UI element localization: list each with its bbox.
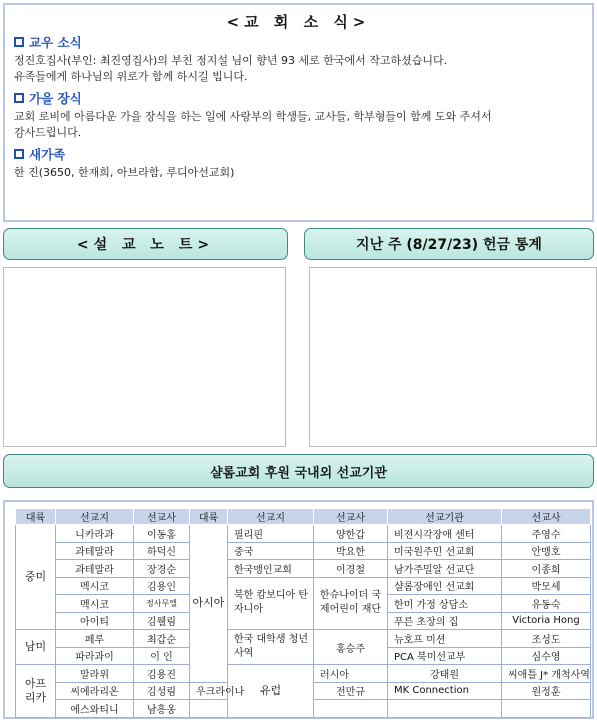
missionary-cell: 박모세 (502, 577, 591, 595)
section-heading: 교우 소식 (29, 35, 82, 50)
column-header: 선교지 (56, 509, 134, 525)
section-line: 감사드립니다. (14, 126, 82, 139)
field-cell: 에스와티니 (56, 700, 134, 718)
agency-cell: 한미 가정 상담소 (388, 595, 502, 613)
missionary-cell: 원정훈 (502, 682, 591, 700)
agency-cell: 샬롬장애인 선교회 (388, 577, 502, 595)
column-header: 선교지 (228, 509, 314, 525)
section-heading: 새가족 (29, 147, 66, 162)
missionary-cell: 이종희 (502, 560, 591, 578)
field-cell: 아이티 (56, 612, 134, 630)
agency-cell: 씨애틀 J* 개척사역 (502, 665, 591, 683)
missionary-cell: 장경순 (134, 560, 190, 578)
field-cell: 파라과이 (56, 647, 134, 665)
news-section-autumn-decor (14, 89, 584, 141)
field-cell: 씨에라리온 (56, 682, 134, 700)
region-cell: 아프 리카 (16, 665, 56, 718)
section-line: 교회 로비에 아름다운 가을 장식을 하는 일에 사랑부의 학생들, 교사들, 학부형들이 함께 도와 주셔서 (14, 110, 492, 123)
sermon-notes-panel (3, 267, 286, 447)
field-cell: 한국 대학생 청년 사역 (228, 630, 314, 665)
table-row (16, 560, 591, 578)
column-header: 선교기관 (388, 509, 502, 525)
news-section-new-family (14, 145, 584, 181)
offering-stats-title: 지난 주 (8/27/23) 헌금 통계 (356, 237, 542, 253)
field-cell: 멕시코 (56, 577, 134, 595)
square-bullet-icon (14, 37, 24, 47)
missionary-cell: Victoria Hong (502, 612, 591, 630)
field-cell: 과테말라 (56, 560, 134, 578)
field-cell: 멕시코 (56, 595, 134, 613)
missionary-cell (314, 700, 388, 718)
agency-cell: 비젼시각장애 센터 (388, 525, 502, 543)
missionary-cell: 박요한 (314, 542, 388, 560)
square-bullet-icon (14, 149, 24, 159)
field-cell (190, 700, 228, 718)
table-row (16, 542, 591, 560)
missionary-cell: 안맹호 (502, 542, 591, 560)
table-row (16, 665, 591, 683)
table-row (16, 525, 591, 543)
column-header: 선교사 (134, 509, 190, 525)
missionary-cell: 하덕신 (134, 542, 190, 560)
missionary-cell: 심수영 (502, 647, 591, 665)
news-section-members (14, 33, 584, 85)
offering-stats-panel (309, 267, 597, 447)
agency-cell: PCA 북미선교부 (388, 647, 502, 665)
field-cell: 페루 (56, 630, 134, 648)
sermon-notes-header (3, 228, 288, 260)
column-header: 선교사 (502, 509, 591, 525)
missions-header (3, 454, 594, 488)
table-header-row (16, 509, 591, 525)
missionary-cell: 강태원 (388, 665, 502, 683)
field-cell: 한국맹인교회 (228, 560, 314, 578)
missionary-cell: 이 인 (134, 647, 190, 665)
missionary-cell: 남흥옹 (134, 700, 190, 718)
field-cell: 러시아 (314, 665, 388, 683)
agency-cell: 뉴호프 미션 (388, 630, 502, 648)
missionary-cell: 이경철 (314, 560, 388, 578)
region-cell: 아시아 (190, 525, 228, 683)
missionary-cell: 김성림 (134, 682, 190, 700)
square-bullet-icon (14, 93, 24, 103)
table-row (16, 577, 591, 595)
sermon-notes-title: <설 교 노 트> (76, 237, 215, 253)
missionary-cell: 이동홍 (134, 525, 190, 543)
missionary-cell (502, 700, 591, 718)
column-header: 선교사 (314, 509, 388, 525)
field-cell: 우크라이나 (190, 682, 228, 700)
missions-table (15, 508, 591, 718)
agency-cell: 푸른 초장의 집 (388, 612, 502, 630)
field-cell: 니카라과 (56, 525, 134, 543)
region-cell: 남미 (16, 630, 56, 665)
section-line: 유족들에게 하나님의 위로가 함께 하시길 빕니다. (14, 70, 248, 83)
missionary-cell: 김웰림 (134, 612, 190, 630)
church-news-title: <교 회 소 식> (226, 13, 371, 31)
section-line: 한 진(3650, 한재희, 아브라함, 루디아선교회) (14, 166, 235, 179)
missionary-cell: 정사무엘 (134, 595, 190, 613)
agency-cell: 미국원주민 선교회 (388, 542, 502, 560)
agency-cell: 남가주밀알 선교단 (388, 560, 502, 578)
field-cell: 북한 캄보디아 탄자니아 (228, 577, 314, 630)
field-cell: 중국 (228, 542, 314, 560)
field-cell: 필리핀 (228, 525, 314, 543)
missions-title: 샬롬교회 후원 국내외 선교기관 (210, 465, 387, 481)
field-cell: 말라위 (56, 665, 134, 683)
missionary-cell: 김용진 (134, 665, 190, 683)
table-row (16, 630, 591, 648)
missionary-cell: 최갑순 (134, 630, 190, 648)
missionary-cell: 양한갑 (314, 525, 388, 543)
column-header: 대륙 (190, 509, 228, 525)
church-news-box (3, 3, 594, 222)
missions-box (3, 500, 594, 719)
section-heading: 가을 장식 (29, 91, 82, 106)
agency-cell (388, 700, 502, 718)
agency-cell: MK Connection (388, 682, 502, 700)
region-cell: 유럽 (228, 665, 314, 718)
section-line: 정진호집사(부인: 최진영집사)의 부친 정지설 님이 향년 93 세로 한국에서 작고하셨습니다. (14, 54, 448, 67)
missionary-cell: 홍승주 (314, 630, 388, 665)
field-cell: 과테말라 (56, 542, 134, 560)
column-header: 대륙 (16, 509, 56, 525)
missionary-cell: 전만규 (314, 682, 388, 700)
region-cell: 중미 (16, 525, 56, 630)
missionary-cell: 유동숙 (502, 595, 591, 613)
offering-stats-header (304, 228, 594, 260)
missionary-cell: 조성도 (502, 630, 591, 648)
missionary-cell: 김용인 (134, 577, 190, 595)
missionary-cell: 한슈나이더 국제어린이 재단 (314, 577, 388, 630)
missionary-cell: 주영수 (502, 525, 591, 543)
